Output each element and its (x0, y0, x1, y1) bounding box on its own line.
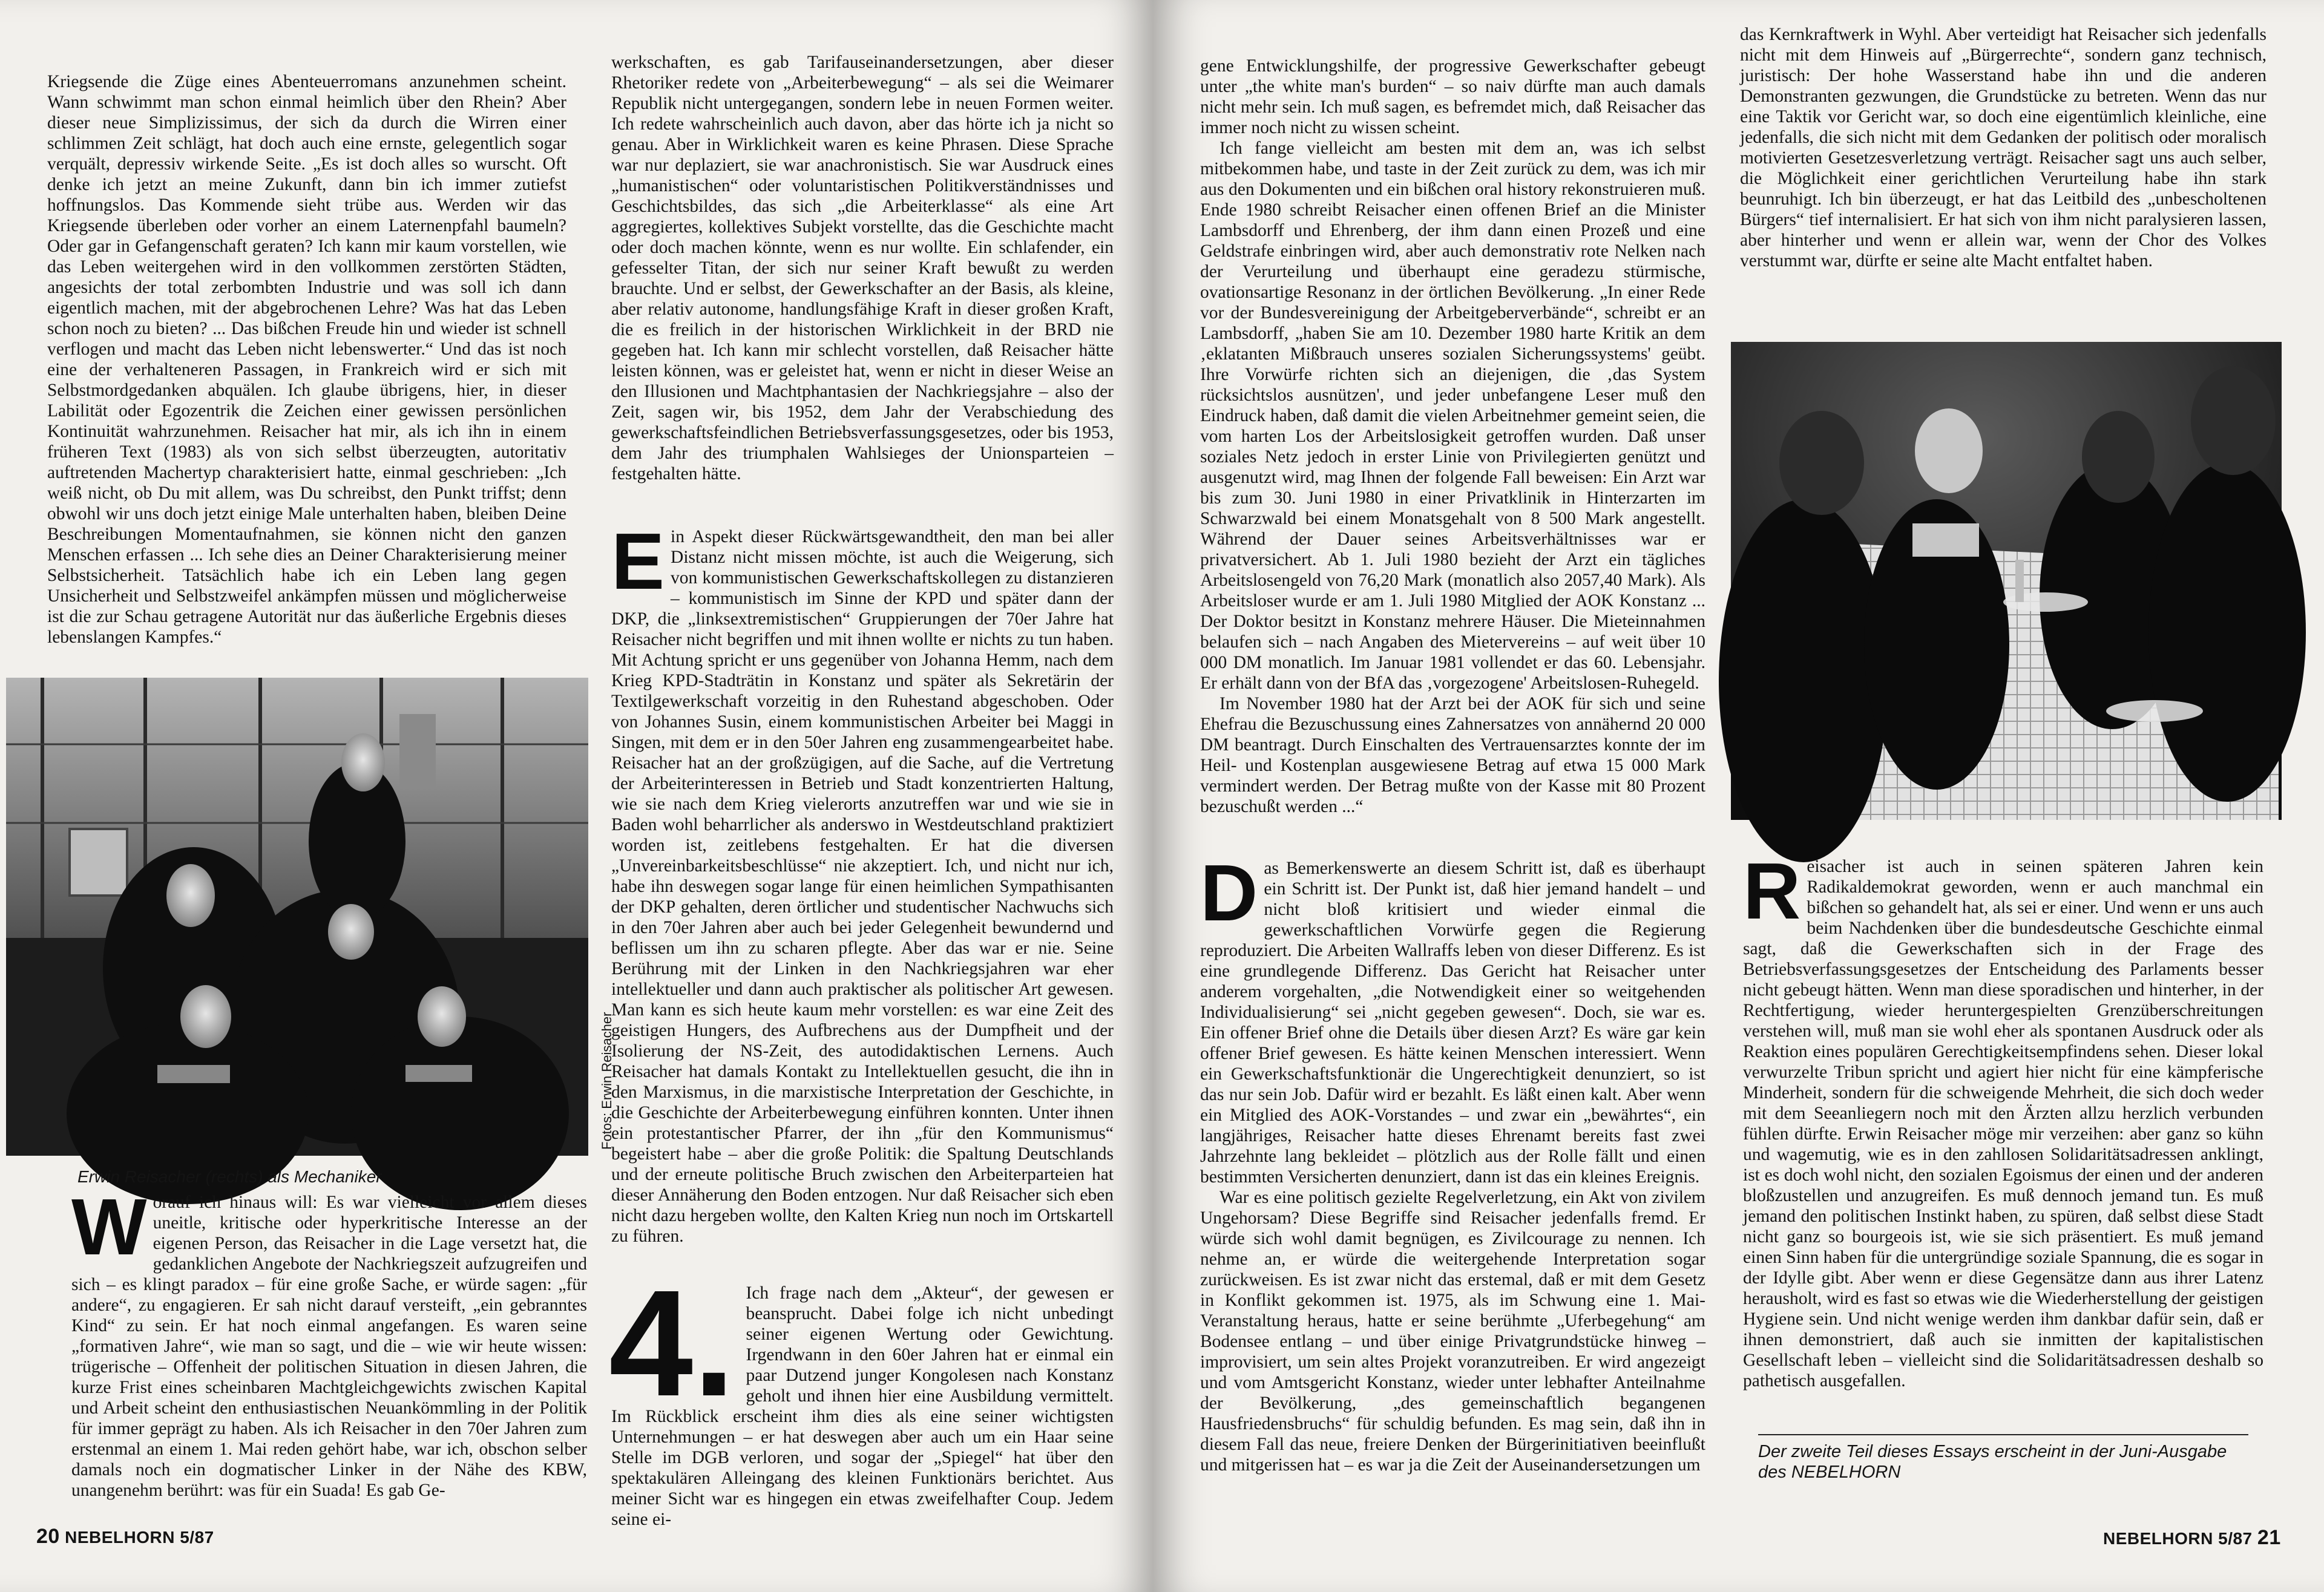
page-number: 20 (36, 1525, 60, 1548)
page-left (0, 0, 1153, 1592)
column-4-bottom (1743, 847, 2263, 1413)
folio-left (36, 1525, 214, 1548)
paragraph: Kriegsende die Züge eines Abenteuerromans anzunehmen scheint. Wann schwimmt man schon einmal heimlich über den Rhein? Aber dieser neue Simplizissimus, der sich da durch die Wirren einer schlimmen Zeit schlägt, hat doch auch eine ernste, gelegentlich sogar verquält, depressiv wirkende Seite. „Es ist doch alles so wurscht. Oft denke ich jetzt an meine Zukunft, dann bin ich immer zutiefst hoffnungslos. Das Kommende sieht trübe aus. Werden wir das Kriegsende überleben oder vorher an einem Laternenpfahl baumeln? Oder gar in Gefangenschaft geraten? Ich kann mir kaum vorstellen, wie das Leben weitergehen wird in den vollkommen zerstörten Städten, angesichts der total zerbombten Industrie und was soll ich dann eigentlich machen, mit der abgebrochenen Lehre? Was hat das Leben schon noch zu bieten? ... Das bißchen Freude hin und wieder ist schnell verflogen und macht das Leben nicht lebenswerter.“ Und das ist noch eine der verhalteneren Passagen, in Frankreich wird er sich mit Selbstmordgedanken abquälen. Ich glaube übrigens, hier, in dieser Labilität oder Egozentrik die Zeichen einer gewissen persönlichen Kontinuität wahrzunehmen. Reisacher hat mir, als ich ihn in einem früheren Text (1983) als von sich selbst überzeugten, autoritativ auftretenden Machertyp charakterisiert hatte, einmal geschrieben: „Ich weiß nicht, ob Du mit allem, was Du schreibst, den Punkt triffst; denn obwohl wir uns doch jetzt einige Male unterhalten haben, bleiben Deine Beschreibungen Momentaufnahmen, sie können nicht den ganzen Menschen erfassen ... Ich sehe dies an Deiner Charakterisierung meiner Selbstsicherheit. Tatsächlich habe ich ein Leben lang gegen Unsicherheit und Selbstzweifel ankämpfen müssen und möglicherweise ist die zur Schau getragene Autorität nur das äußerliche Ergebnis dieses lebenslangen Kampfes.“ (47, 72, 566, 647)
paragraph: gene Entwicklungshilfe, der progressive Gewerkschafter gebeugt unter „the white man's burden“ – so naiv dürfte man auch damals nicht mehr sein. Ich muß sagen, es befremdet mich, daß Reisacher das immer noch nicht zu wissen scheint. (1200, 56, 1705, 137)
dropcap-e: E (611, 517, 665, 606)
magazine-issue: NEBELHORN 5/87 (2103, 1529, 2253, 1548)
photo-congolese (1731, 342, 2282, 820)
column-1-top (47, 71, 566, 670)
paragraph: Ich frage nach dem „Akteur“, der gewesen er beansprucht. Dabei folge ich nicht unbedingt seiner eigenen Wertung oder Gewichtung. Irgendwann in den 60er Jahren hat er einmal ein paar Dutzend junger Kongolesen nach Konstanz geholt und ihnen hier eine Ausbildung vermittelt. Im Rückblick erscheint ihm dies als eine seiner wichtigsten Unternehmungen – er hat deswegen aber auch um ein Haar seine Stelle im DGB verloren, und sogar der „Spiegel“ hat über den spektakulären Alleingang des kleinen Funktionärs berichtet. Aus meiner Sicht war es hingegen ein etwas zweifelhafter Coup. Jedem seine ei- (611, 1283, 1114, 1529)
column-2-middle (611, 517, 1114, 1271)
dropcap-d: D (1200, 848, 1258, 937)
photo-congolese-image (1731, 342, 2282, 820)
folio-right (2103, 1526, 2281, 1550)
page-number: 21 (2257, 1526, 2281, 1549)
paragraph: das Kernkraftwerk in Wyhl. Aber verteidigt hat Reisacher sich jedenfalls nicht mit dem Hinweis auf „Bürgerrechte“, sondern ganz technisch, juristisch: Der hohe Wasserstand habe ihn und die anderen Demonstranten gezwungen, die Grundstücke zu betreten. Wenn das nur eine Taktik vor Gericht war, so doch eine eigentümlich kleinliche, eine jedenfalls, die sich nicht mit dem Gedanken der politisch oder moralisch motivierten Gesetzesverletzung verträgt. Reisacher sagt uns auch selber, die Möglichkeit einer gerichtlichen Verurteilung habe ihn stark beunruhigt. Ich bin überzeugt, er hat das Leitbild des „unbescholtenen Bürgers“ tief internalisiert. Er hat sich von ihm nicht paralysieren lassen, aber hinterher und wenn er allein war, wenn der Chor des Volkes verstummt war, dürfte er seine alte Macht entfaltet haben. (1740, 25, 2267, 270)
section-number: 4. (609, 1259, 735, 1427)
paragraph: War es eine politisch gezielte Regelverletzung, ein Akt von zivilem Ungehorsam? Diese Begriffe sind Reisacher jedenfalls fremd. Er würde sich wohl damit begnügen, es Zivilcourage zu nennen. Ich nehme an, er würde die weitergehende Interpretation sogar zurückweisen. Es ist zwar nicht das erstemal, daß er mit dem Gesetz in Konflikt gekommen ist. 1975, als im Schwung eine 1. Mai-Veranstaltung heraus, hatte er seine berühmte „Uferbegehung“ am Bodensee entlang – und über einige Privatgrundstücke hinweg – improvisiert, um sein altes Projekt voranzutreiben. Er wird angezeigt und vom Amtsgericht Konstanz, wieder unter lebhafter Anteilnahme der Bevölkerung, „des gemeinschaftlich begangenen Hausfriedensbruchs“ für schuldig befunden. Es mag sein, daß ihn in diesem Fall das neue, freiere Denken der Bürgerinitiativen beeinflußt und mitgerissen hat – es war ja die Zeit der Auseinandersetzungen um (1200, 1188, 1705, 1475)
column-4-top (1740, 24, 2267, 327)
magazine-issue: NEBELHORN 5/87 (65, 1528, 214, 1547)
column-2-top (611, 52, 1114, 518)
dropcap-r: R (1743, 847, 1801, 935)
column-3-bottom (1200, 848, 1705, 1518)
paragraph: eisacher ist auch in seinen späteren Jahren kein Radikaldemokrat geworden, wenn er auch manchmal ein bißchen so gehandelt hat, als sei er einer. Und wenn er uns auch beim Nachdenken über die bundesdeutsche Geschichte einmal sagt, daß die Gewerkschaften sich in der Frage des Betriebsverfassungsgesetzes der Entscheidung des Parlaments besser nicht gebeugt hätten. Wenn man diese sporadischen und hinterher, in der Rechtfertigung, wieder heruntergespielten Grenzüberschreitungen verstehen will, muß man sie wohl eher als spontanen Ausdruck oder als Reaktion eines populären Gerechtigkeitsempfindens sehen. Dieser lokal verwurzelte Tribun spricht und agiert hier nicht für eine kämpferische Minderheit, sondern für die schweigende Mehrheit, die sich doch weder mit dem Seeanliegern noch mit den Ärzten allzu herzlich verbunden fühlen dürfte. Erwin Reisacher möge mir verzeihen: aber ganz so kühn und wagemutig, wie es in den zahllosen Solidaritätsadressen anklingt, ist es doch wohl nicht, den sozialen Egoismus der einen und der anderen bloßzustellen und anzugreifen. Es muß dennoch jemand tun. Es muß jemand den politischen Instinkt haben, zu spüren, daß selbst diese Stadt nicht ganz so bourgeois ist, wie sie sich präsentiert. Es muß jemand einen Sinn haben für die untergründige soziale Spannung, die es sogar in der Idylle gibt. Aber wenn er diese Gegensätze dann aus ihrer Latenz herausholt, wird es fast so etwas wie die Wiederherstellung der geistigen Hygiene sein. Und nicht wenige werden ihm dankbar dafür sein, daß er ihnen demonstriert, daß auch sie inmitten der kapitalistischen Gesellschaft leben – vielleicht sind die Solidaritätsadressen deshalb so pathetisch ausgefallen. (1743, 857, 2263, 1391)
paragraph: werkschaften, es gab Tarifauseinandersetzungen, aber dieser Rhetoriker redete von „Arbeiterbewegung“ – als sei die Weimarer Republik nicht untergegangen, sondern lebe in neuen Formen weiter. Ich redete wahrscheinlich auch davon, aber das hörte ich ja nicht so genau. Aber in Wirklichkeit waren es keine Phrasen. Diese Sprache war nur deplaziert, sie war anachronistisch. Sie war Ausdruck eines „humanistischen“ oder voluntaristischen Politikverständnisses und Geschichtsbildes, das sich „die Arbeiterklasse“ als eine Art aggregiertes, kollektives Subjekt vorstellte, das die Geschichte macht oder doch machen könnte, wenn es nur wollte. Ein schlafender, ein gefesselter Titan, der sich nur seiner Kraft bewußt zu werden brauchte. Und er selbst, der Gewerkschafter an der Basis, als kleine, aber relativ autonome, handlungsfähige Kraft in dieser großen Kraft, die es freilich in der historischen Wirklichkeit in der BRD nie gegeben hat. Ich kann mir schlecht vorstellen, daß Reisacher hätte leisten können, was er geleistet hat, wenn er nicht in dieser Weise an den Illusionen und Machtphantasien der Nachkriegsjahre – also der Zeit, sagen wir, bis 1952, dem Jahr der Verabschiedung des gewerkschaftsfeindlichen Betriebsverfassungsgesetzes, oder bis 1953, dem Jahr des triumphalen Wahlsieges der Unionsparteien – festgehalten hätte. (611, 53, 1114, 483)
photo-mechanics-image (6, 678, 588, 1156)
paragraph: as Bemerkenswerte an diesem Schritt ist, daß es überhaupt ein Schritt ist. Der Punkt ist, daß hier jemand handelt – und nicht bloß kritisiert und wieder einmal die gewerkschaftlichen Vorwürfe gegen die Regierung reproduziert. Die Arbeiten Wallraffs leben von dieser Differenz. Es ist eine grundlegende Differenz. Das Gericht hat Reisacher unter anderem vorgehalten, „die Notwendigkeit einer so weitgehenden Individualisierung“ sei „nicht gegeben gewesen“. Doch, sie war es. Ein offener Brief ohne die Details über diesen Arzt? Es wäre gar kein offener Brief gewesen. Es hätte keinen Menschen interessiert. Wenn ein Gewerkschaftsfunktionär die Ungerechtigkeit denunziert, so ist das nur sein Job. Dafür wird er bezahlt. Es läßt einen kalt. Aber wenn ein Mitglied des AOK-Vorstandes – und zwar ein „bewährtes“, ein langjähriges, Reisacher hatte dieses Ehrenamt bereits fast zwei Jahrzehnte lang bekleidet – plötzlich aus der Rolle fällt und einen bestimmten Versicherten denunziert, dann ist das ein kleines Ereignis. (1200, 859, 1705, 1187)
paragraph: Im November 1980 hat der Arzt bei der AOK für sich und seine Ehefrau die Bezuschussung eines Zahnersatzes von annähernd 20 000 DM beantragt. Durch Einschalten des Vertrauensarztes konnte der im Heil- und Kostenplan ausgewiesene Betrag auf etwa 15 000 Mark vermindert werden. Der Betrag mußte von der Kasse mit 80 Prozent bezuschußt werden ...“ (1200, 694, 1705, 816)
dropcap-w: W (71, 1182, 147, 1271)
continuation-note: Der zweite Teil dieses Essays erscheint in der Juni-Ausgabe des NEBELHORN (1758, 1434, 2248, 1482)
paragraph: Ich fange vielleicht am besten mit dem an, was ich selbst mitbekommen habe, und taste in der Zeit zurück zu dem, was ich mir aus den Dokumenten und ein bißchen oral history rekonstruieren muß. Ende 1980 schreibt Reisacher einen offenen Brief an die Minister Lambsdorff und Ehrenberg, der ihm dann einen Prozeß und eine Geldstrafe einbringen wird, aber auch demonstrativ rote Nelken nach der Verurteilung und überhaupt eine geradezu stürmische, ovationsartige Resonanz in der örtlichen Bevölkerung. „In einer Rede vor der Bundesvereinigung der Arbeitgeberverbände“, schreibt er an Lambsdorff, „haben Sie am 10. Dezember 1980 harte Kritik an dem ‚eklatanten Mißbrauch unseres sozialen Sicherungssystems' geübt. Ihre Vorwürfe richten sich an diejenigen, die ‚das System rücksichtslos ausnützen', und jeder unbefangene Leser muß den Eindruck haben, daß damit die vielen Arbeitnehmer gemeint seien, die vom harten Los der Arbeitslosigkeit getroffen wurden. Daß unser soziales Netz jedoch in erster Linie von Privilegierten genützt und ausgenutzt wird, mag Ihnen der folgende Fall beweisen: Ein Arzt war bis zum 30. Juni 1980 in einer Privatklinik in Hinterzarten im Schwarzwald bei einem Monatsgehalt von 8 500 Mark angestellt. Während der Dauer seines Arbeitsverhältnisses war er privatversichert. Ab 1. Juli 1980 bezieht der Arzt ein tägliches Arbeitslosengeld von 76,20 Mark (monatlich also 2057,40 Mark). Als Arbeitsloser wurde er am 1. Juli 1980 Mitglied der AOK Konstanz ... Der Doktor besitzt in Konstanz mehrere Häuser. Die Mieteinnahmen belaufen sich – nach Angaben des Mietervereins – auf weit über 10 000 DM monatlich. Im Januar 1981 vollendet er das 60. Lebensjahr. Er erhält dann von der BfA das ‚vorgezogene' Arbeitslosen-Ruhegeld. (1200, 139, 1705, 693)
page-right (1153, 0, 2324, 1592)
photo-mechanics (6, 678, 588, 1156)
column-2-bottom (609, 1259, 1114, 1529)
column-1-bottom (71, 1182, 587, 1507)
paragraph: orauf ich hinaus will: Es war vielleicht vor allem dieses uneitle, kritische oder hyperkritische Interesse an der eigenen Person, das Reisacher in die Lage versetzt hat, die gedanklichen Angebote der Nachkriegszeit aufzugreifen und sich – es klingt paradox – für eine große Sache, er würde sagen: „für andere“, zu engagieren. Er sah nicht darauf versteift, „ein gebranntes Kind“ zu sein. Er hat noch einmal angefangen. Es waren seine „formativen Jahre“, wie man so sagt, und die – wie wir heute wissen: trügerische – Offenheit der politischen Situation in diesen Jahren, die kurze Frist eines scheinbaren Machtgleichgewichts zwischen Kapital und Arbeit scheint den enthusiastischen Neuankömmling in der Politik für immer geprägt zu haben. Als ich Reisacher in den 70er Jahren zum erstenmal an einem 1. Mai reden gehört habe, war ich, obschon selber damals noch ein dogmatischer Linker in der Nähe des KBW, unangenehm berührt: was für ein Suada! Es gab Ge- (71, 1193, 587, 1500)
paragraph: in Aspekt dieser Rückwärtsgewandtheit, den man bei aller Distanz nicht missen möchte, ist auch die Weigerung, sich von kommunistischen Gewerkschaftskollegen zu distanzieren – kommunistisch im Sinne der KPD und später dann der DKP, die „linksextremistischen“ Gruppierungen der 70er Jahre hat Reisacher nicht begriffen und mit ihnen wollte er nichts zu tun haben. Mit Achtung spricht er uns gegenüber von Johanna Hemm, nach dem Krieg KPD-Stadträtin in Konstanz und später als Sekretärin der Textilgewerkschaft vorzeitig in den Ruhestand abgeschoben. Oder von Johannes Susin, einem kommunistischen Arbeiter bei Maggi in Singen, mit dem er in den 50er Jahren eng zusammengearbeitet habe. Reisacher hat an der großzügigen, auf die Sache, auf die Vertretung der Arbeiterinteressen in Betrieb und Stadt konzentrierten Haltung, wie sie nach dem Krieg vielerorts anzutreffen war und wie sie in Baden wohl beharrlicher als anderswo in Westdeutschland praktiziert worden ist, zeitlebens festgehalten. Er hat die diversen „Unvereinbarkeitsbeschlüsse“ nie akzeptiert. Ich, und nicht nur ich, habe ihn deswegen sogar lange für einen heimlichen Sympathisanten der DKP gehalten, deren örtlicher und studentischer Nachwuchs sich in den 70er Jahren aber auch bei jeder Gelegenheit bewundernd und beflissen um ihn zu scharen pflegte. Aber das war er nie. Seine Berührung mit der Linken in den Nachkriegsjahren war eher intellektueller und dann auch praktischer als politischer Art gewesen. Man kann es sich heute kaum mehr vorstellen: es war eine Zeit des geistigen Hungers, des Aufbrechens aus der Dumpfheit und der Isolierung der NS-Zeit, des autodidaktischen Lernens. Auch Reisacher hat damals Kontakt zu Intellektuellen gesucht, die ihn in den Marxismus, in die marxistische Interpretation der Geschichte, in die Geschichte der Arbeiterbewegung einführen konnten. Unter ihnen ein protestantischer Pfarrer, der ihn „für den Kommunismus“ begeistert habe – aber die große Politik: die Spaltung Deutschlands und der erneute politische Bruch zwischen den Arbeiterparteien hat dieser Annäherung den Boden entzogen. Nur daß Reisacher sich eben nicht dazu hergeben wollte, den Kalten Krieg nun noch im Ortskartell zu führen. (611, 527, 1114, 1246)
photo-credit: Fotos: Erwin Reisacher (599, 1012, 614, 1150)
photo-caption: Erwin Reisacher (rechts) als Mechaniker (77, 1167, 382, 1186)
column-3-top (1200, 56, 1705, 848)
